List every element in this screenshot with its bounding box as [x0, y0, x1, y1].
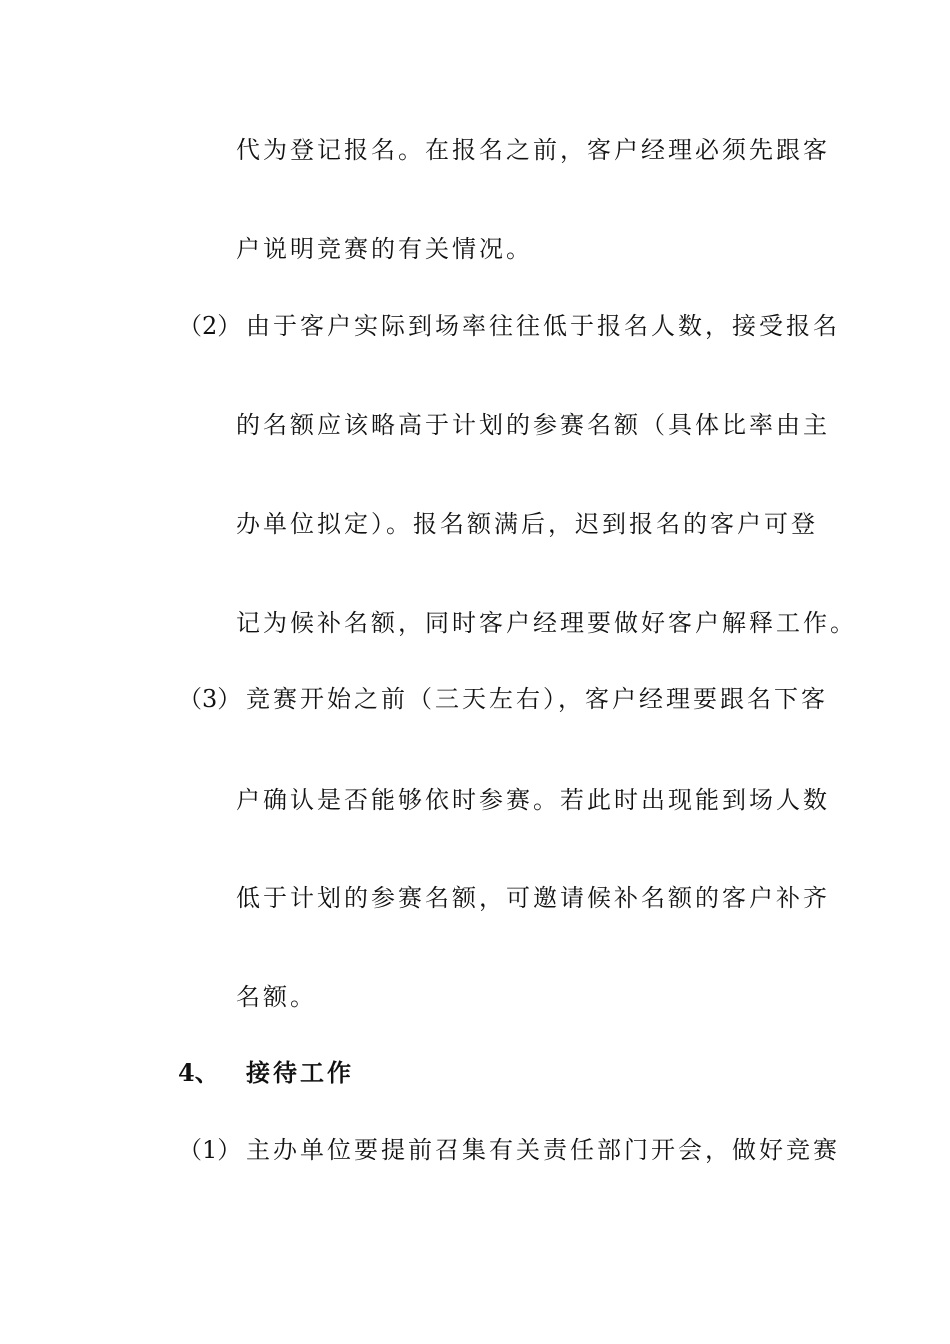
paragraph-line: 办单位拟定）。报名额满后，迟到报名的客户可登 — [236, 510, 818, 538]
list-item — [178, 310, 840, 342]
list-item — [178, 1134, 840, 1166]
list-item-number: （2） — [178, 312, 242, 340]
section-number: 4、 — [178, 1058, 219, 1087]
section-heading — [178, 1057, 354, 1089]
paragraph-line: 代为登记报名。在报名之前，客户经理必须先跟客 — [236, 136, 830, 164]
paragraph-line: 名额。 — [236, 983, 317, 1011]
list-item-text: 由于客户实际到场率往往低于报名人数，接受报名 — [246, 312, 840, 340]
list-item — [178, 683, 828, 715]
paragraph-line: 低于计划的参赛名额，可邀请候补名额的客户补齐 — [236, 884, 830, 912]
section-title: 接待工作 — [246, 1058, 354, 1087]
list-item-number: （3） — [178, 685, 242, 713]
list-item-text: 主办单位要提前召集有关责任部门开会，做好竞赛 — [246, 1136, 840, 1164]
paragraph-line: 户说明竞赛的有关情况。 — [236, 235, 533, 263]
list-item-text: 竞赛开始之前（三天左右），客户经理要跟名下客 — [246, 685, 828, 713]
list-item-number: （1） — [178, 1136, 242, 1164]
paragraph-line: 户确认是否能够依时参赛。若此时出现能到场人数 — [236, 786, 830, 814]
paragraph-line: 的名额应该略高于计划的参赛名额（具体比率由主 — [236, 411, 830, 439]
paragraph-line: 记为候补名额，同时客户经理要做好客户解释工作。 — [236, 609, 857, 637]
